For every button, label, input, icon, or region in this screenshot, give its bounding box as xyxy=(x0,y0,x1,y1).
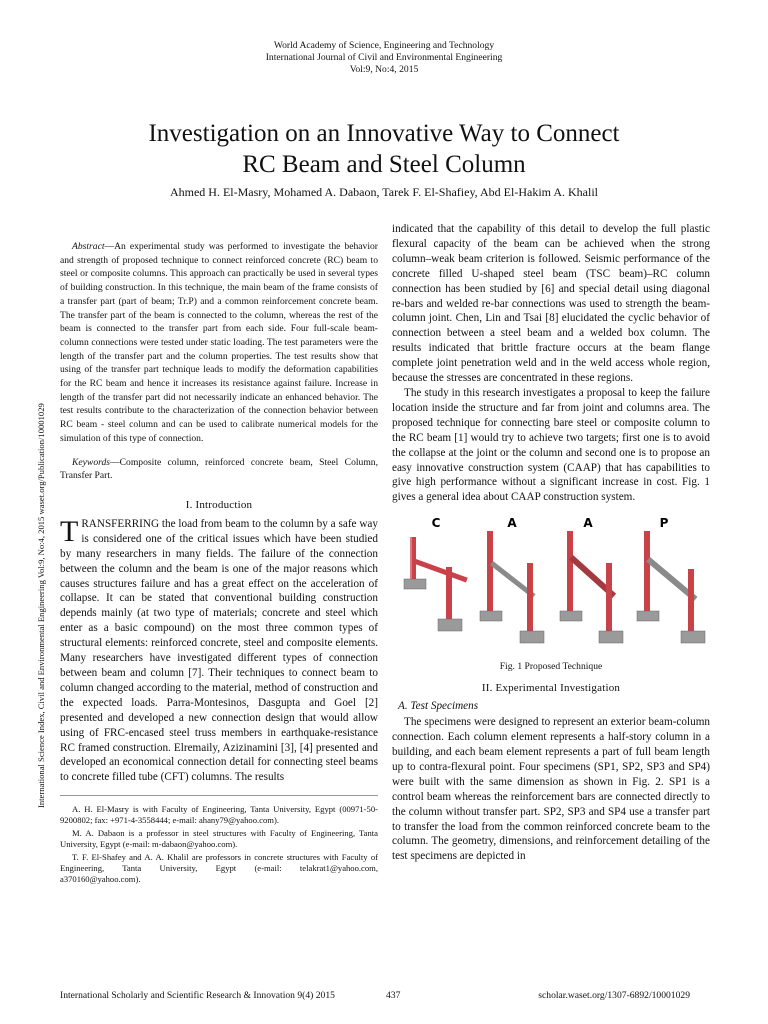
subsection-a-heading: A. Test Specimens xyxy=(398,700,479,713)
footer-journal: International Scholarly and Scientific Research & Innovation 9(4) 2015 xyxy=(60,990,335,1001)
footing xyxy=(404,579,426,589)
footer-url: scholar.waset.org/1307-6892/10001029 xyxy=(538,990,690,1001)
footing xyxy=(599,631,623,643)
panel-c xyxy=(404,516,468,631)
panel-label-c: C xyxy=(431,516,441,531)
figure-caption: Fig. 1 Proposed Technique xyxy=(499,661,603,673)
paper-title xyxy=(0,118,768,180)
footing xyxy=(560,611,582,621)
column xyxy=(567,531,573,615)
panel-label-p: P xyxy=(659,516,669,531)
panel-p xyxy=(637,516,705,643)
side-index-text: International Science Index, Civil and Environmental Engineering Vol:9, No:4, 2015 waset.org/Publication/10001029 xyxy=(36,403,46,808)
panel-label-a2: A xyxy=(583,516,593,531)
authors: Ahmed H. El-Masry, Mohamed A. Dabaon, Tarek F. El-Shafiey, Abd El-Hakim A. Khalil xyxy=(169,185,598,199)
header-line-2: International Journal of Civil and Environmental Engineering xyxy=(265,52,503,63)
footnote-1: A. H. El-Masry is with Faculty of Engineering, Tanta University, Egypt (00971-50-9200802; fax: +971-4-3558444; e-mail: ahany79@yahoo.com). xyxy=(60,804,378,826)
right-body xyxy=(392,222,710,505)
footnote-3: T. F. El-Shafey and A. A. Khalil are professors in concrete structures with Faculty of Engineering, Tanta University, Egypt (e-mail: telakrat1@yahoo.com, a370160@yahoo.com). xyxy=(60,852,378,885)
footing xyxy=(637,611,659,621)
column xyxy=(487,531,493,615)
right-column xyxy=(392,222,710,864)
footing xyxy=(438,619,462,631)
header-line-1: World Academy of Science, Engineering and Technology xyxy=(273,40,495,51)
title-line-2: RC Beam and Steel Column xyxy=(242,151,526,178)
right-para-3: The specimens were designed to represent an exterior beam-column connection. Each column element represents a half-story column in a building, and each beam element represents a part of full beam length up to contra-flexural point. Four specimens (SP1, SP2, SP3 and SP4) were built with the same dimension as shown in Fig. 2. SP1 is a control beam whereas the reinforcement bars are connected directly to the column without transfer part. SP2, SP3 and SP4 use a transfer part to transfer the load from the common reinforced concrete beam to the column. The geometry, dimensions, and reinforcement detailing of the test specimens are depicted in xyxy=(392,716,710,863)
figure-proposed-technique xyxy=(392,515,710,650)
keywords-text: Composite column, reinforced concrete beam, Steel Column, Transfer Part. xyxy=(60,456,378,482)
footnote-2: M. A. Dabaon is a professor in steel structures with Faculty of Engineering, Tanta University, Egypt (e-mail: m-dabaon@yahoo.com). xyxy=(60,828,378,850)
column-lower xyxy=(446,567,452,623)
panel-label-a1: A xyxy=(507,516,517,531)
dropcap: T xyxy=(60,514,79,548)
intro-body xyxy=(60,514,378,785)
panel-a2 xyxy=(560,516,623,643)
journal-header xyxy=(0,40,768,76)
title-line-1: Investigation on an Innovative Way to Connect xyxy=(148,120,620,147)
abstract: Abstract—An experimental study was performed to investigate the behavior and strength of proposed technique to connect reinforced concrete (RC) beam to steel or composite columns. This approach can practically be used in several types of building construction. In this technique, the main beam of the frame consists of a transfer part (part of beam; Tr.P) and a common reinforcement concrete beam. The transfer part of the beam is connected to the column, whereas the rest of the beam is connected to the transfer part from each side. Four full-scale beam-column connections were tested under static loading. The test parameters were the length of the transfer part and the column properties. The test results show that using of the transfer part technique leads to modify the deformation capabilities for the RC beam and hence it increases its resistance against failure. Increase in length of the transfer part did not necessarily indicate an enhanced behavior. The test results contribute to the characterization of the connection behavior between RC beam - steel column and can be used to calibrate numerical models for the simulation of this type of connection. Keywords—Composite column, reinforced concrete beam, Steel Column, Transfer Part. xyxy=(60,241,378,482)
intro-text: RANSFERRING the load from beam to the column by a safe way is considered one of the critical issues which have been studied by many researchers in many fields. The failure of the connection between the column and the beam is one of the major reasons which causes structures failure and has a great effect on the acceleration of collapse. It can be stated that conventional building construction depends mainly (at two type of materials; concrete and steel which enter as a basic compound) on the most three common types of structural elements: reinforced concrete, steel and composite elements. Many researchers have investigated different types of connection between beam and column [7]. Their techniques to connect beam to column changed according to the material, method of construction and the expected loads. Parra-Montesinos, Dasgupta and Goel [2] presented and developed a new connection design that would allow using of FRC-encased steel truss members in earthquake-resistance RC framed construction. Elremaily, Azizinamini [3], [4] presented and developed an economical connection detail for connecting steel beams to concrete filled tube (CFT) columns. The results xyxy=(60,517,378,784)
right-para-1: indicated that the capability of this detail to develop the full plastic flexural capacity of the beam can be achieved when the strong column–weak beam criterion is followed. Seismic performance of the concrete filled U-shaped steel beam (TSC beam)–RC column connection has been studied by [6] and special detail using diagonal re-bars and welded re-bar connections was used to strength the beam-column joint. Chen, Lin and Tsai [8] elucidated the cyclic behavior of connection between a steel beam and a welded box column. The results indicated that brittle fracture occurs at the beam flange complete joint penetration weld and in the weld access whole region, because the stresses are concentrated in these regions. xyxy=(392,223,710,385)
footing xyxy=(480,611,502,621)
section2-heading: II. Experimental Investigation xyxy=(481,682,621,695)
intro-heading: I. Introduction xyxy=(185,498,253,511)
footing xyxy=(681,631,705,643)
column xyxy=(688,569,694,635)
footing xyxy=(520,631,544,643)
column xyxy=(644,531,650,615)
column xyxy=(606,563,612,635)
specimens-body xyxy=(392,715,710,864)
keywords-label: Keywords xyxy=(72,456,111,468)
footnotes xyxy=(60,795,378,885)
abstract-text: An experimental study was performed to investigate the behavior and strength of proposed technique to connect reinforced concrete (RC) beam to steel or composite columns. This approach can practically be used in several types of building construction. In this technique, the main beam of the frame consists of a transfer part (part of beam; Tr.P) and a common reinforcement concrete beam. The transfer part of the beam is connected to the column, whereas the rest of the beam is connected to the transfer part from each side. Four full-scale beam-column connections were tested under static loading. The test parameters were the length of the transfer part and the column properties. The test results show that using of the transfer part technique leads to modify the deformation capabilities for the RC beam and hence it increases its resistance against failure. Increase in length of the transfer part did not necessarily indicate an enhanced behavior. The test results contribute to the characterization of the connection behavior between RC beam - steel column and can be used to calibrate numerical models for the simulation of this type of connection. xyxy=(60,241,378,444)
right-para-2: The study in this research investigates a proposal to keep the failure location inside the structure and far from joint and columns area. The proposed technique for connecting bare steel or composite column to the RC beam [1] would try to achieve two targets; first one is to avoid the collapse at the joint or the column and second one is to propose an easy innovative construction system (CAAP) that has capabilities to give high performance without a significant increase in cost. Fig. 1 gives a general idea about CAAP construction system. xyxy=(392,386,710,504)
abstract-label: Abstract xyxy=(72,241,105,252)
panel-a1 xyxy=(480,516,544,643)
header-line-3: Vol:9, No:4, 2015 xyxy=(349,64,419,75)
column xyxy=(527,563,533,635)
page-number: 437 xyxy=(386,990,401,1001)
left-column xyxy=(60,240,378,887)
